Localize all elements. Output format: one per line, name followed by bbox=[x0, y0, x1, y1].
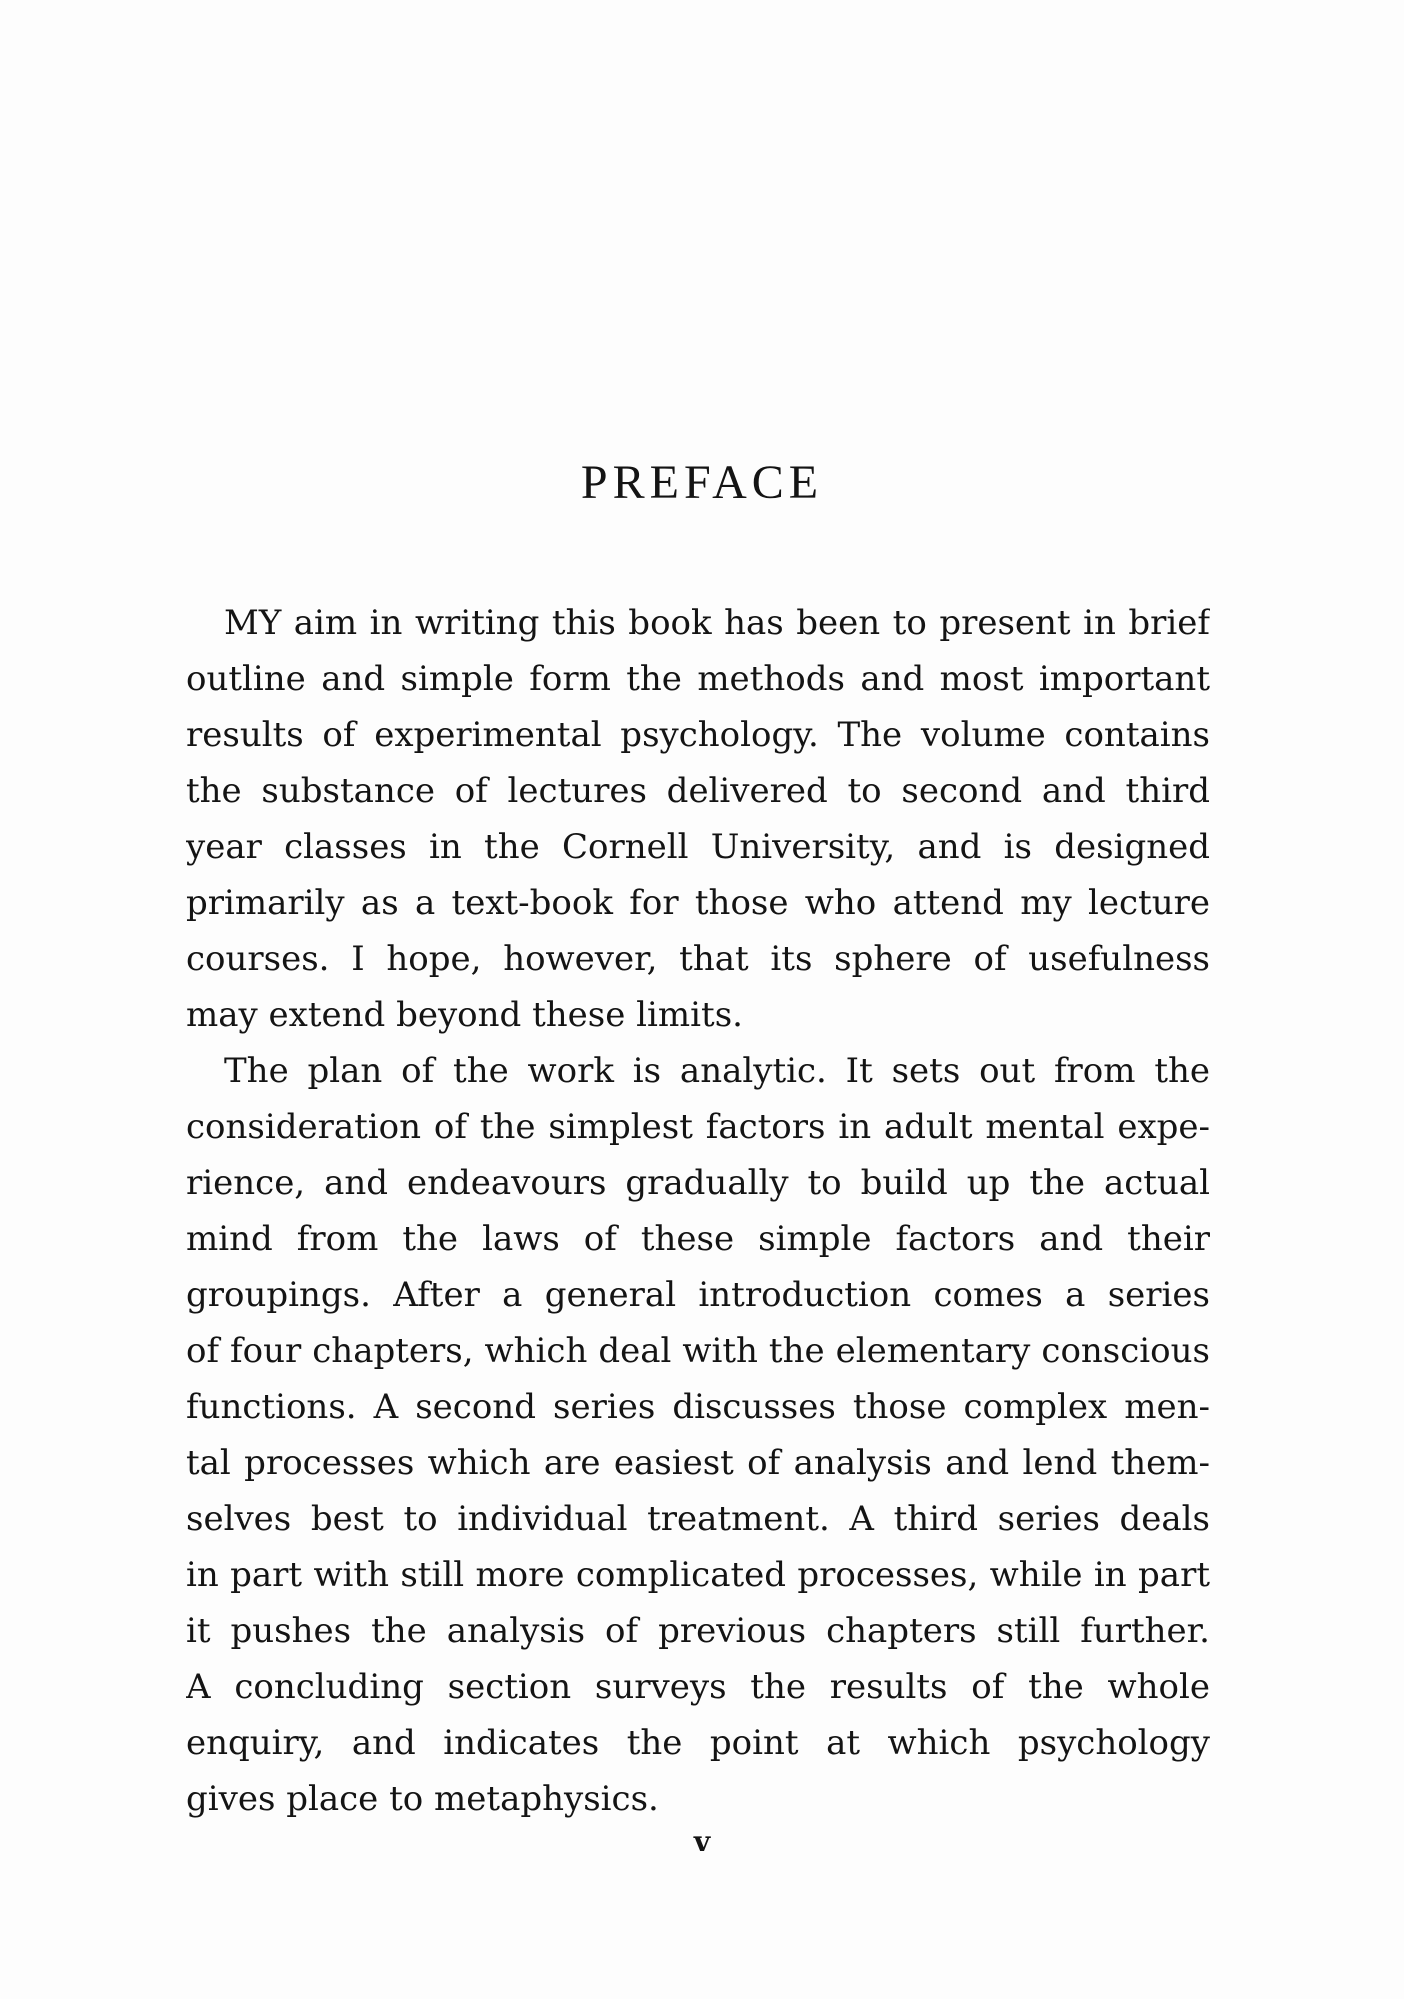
paragraph-2-line-7: functions. A second series discusses those complex men- bbox=[186, 1387, 1210, 1427]
page-number: v bbox=[693, 1825, 711, 1858]
paragraph-2-line-3: rience, and endeavours gradually to build up the actual bbox=[186, 1163, 1210, 1203]
paragraph-2-line-2: consideration of the simplest factors in adult mental expe- bbox=[186, 1107, 1210, 1147]
paragraph-1-line-4: the substance of lectures delivered to second and third bbox=[186, 771, 1210, 811]
paragraph-1-line-8: may extend beyond these limits. bbox=[186, 995, 743, 1035]
paragraph-2-line-13: enquiry, and indicates the point at which psychology bbox=[186, 1723, 1210, 1763]
paragraph-1-line-3: results of experimental psychology. The volume contains bbox=[186, 715, 1210, 755]
paragraph-2-line-6: of four chapters, which deal with the elementary conscious bbox=[186, 1331, 1210, 1371]
paragraph-1-line-7: courses. I hope, however, that its sphere of usefulness bbox=[186, 939, 1210, 979]
paragraph-2-line-12: A concluding section surveys the results of the whole bbox=[186, 1667, 1210, 1707]
paragraph-1-line-2: outline and simple form the methods and most important bbox=[186, 659, 1210, 699]
paragraph-2-line-14: gives place to metaphysics. bbox=[186, 1779, 659, 1819]
paragraph-1-line-1: MY aim in writing this book has been to present in brief bbox=[224, 603, 1210, 643]
paragraph-2-line-4: mind from the laws of these simple factors and their bbox=[186, 1219, 1210, 1259]
paragraph-1-line-5: year classes in the Cornell University, and is designed bbox=[186, 827, 1210, 867]
paragraph-2-line-9: selves best to individual treatment. A third series deals bbox=[186, 1499, 1210, 1539]
paragraph-2-line-5: groupings. After a general introduction comes a series bbox=[186, 1275, 1210, 1315]
paragraph-2-line-10: in part with still more complicated processes, while in part bbox=[186, 1555, 1210, 1595]
paragraph-2-line-1: The plan of the work is analytic. It sets out from the bbox=[224, 1051, 1210, 1091]
page-title: PREFACE bbox=[580, 456, 824, 509]
paragraph-2-line-8: tal processes which are easiest of analysis and lend them- bbox=[186, 1443, 1210, 1483]
preface-body bbox=[186, 595, 1210, 1827]
paragraph-2-line-11: it pushes the analysis of previous chapters still further. bbox=[186, 1611, 1210, 1651]
paragraph-1-line-6: primarily as a text-book for those who attend my lecture bbox=[186, 883, 1210, 923]
